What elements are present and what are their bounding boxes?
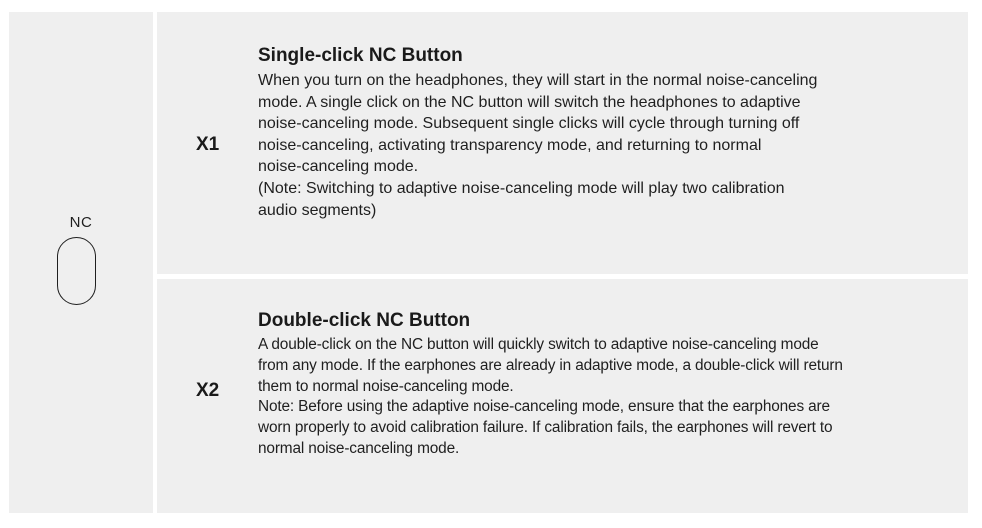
note-line: Note: Before using the adaptive noise-canceling mode, ensure that the earphones are [258, 398, 830, 416]
description-line: mode. A single click on the NC button will switch the headphones to adaptive [258, 93, 801, 111]
description-line: noise-canceling mode. [258, 158, 419, 176]
click-count-label: X2 [196, 380, 220, 401]
description-line: When you turn on the headphones, they will start in the normal noise-canceling [258, 72, 818, 89]
nc-button-cell [9, 12, 153, 513]
single-click-description [258, 43, 958, 221]
note-line: worn properly to avoid calibration failure. If calibration fails, the earphones will revert to [258, 419, 833, 437]
description-line: noise-canceling, activating transparency mode, and returning to normal [258, 136, 762, 154]
section-heading: Double-click NC Button [258, 310, 471, 331]
section-heading: Single-click NC Button [258, 45, 463, 66]
description-line: from any mode. If the earphones are already in adaptive mode, a double-click will return [258, 356, 843, 374]
description-line: them to normal noise-canceling mode. [258, 377, 514, 395]
note-line: audio segments) [258, 201, 377, 219]
click-count-label: X1 [196, 134, 220, 155]
single-click-row [157, 12, 968, 274]
double-click-row [157, 279, 968, 513]
double-click-description [258, 308, 958, 460]
nc-button-icon [57, 237, 96, 305]
note-line: normal noise-canceling mode. [258, 439, 460, 457]
description-line: noise-canceling mode. Subsequent single clicks will cycle through turning off [258, 115, 800, 133]
note-line: (Note: Switching to adaptive noise-canceling mode will play two calibration [258, 179, 785, 197]
nc-button-label: NC [69, 214, 93, 231]
description-line: A double-click on the NC button will quickly switch to adaptive noise-canceling mode [258, 336, 819, 353]
